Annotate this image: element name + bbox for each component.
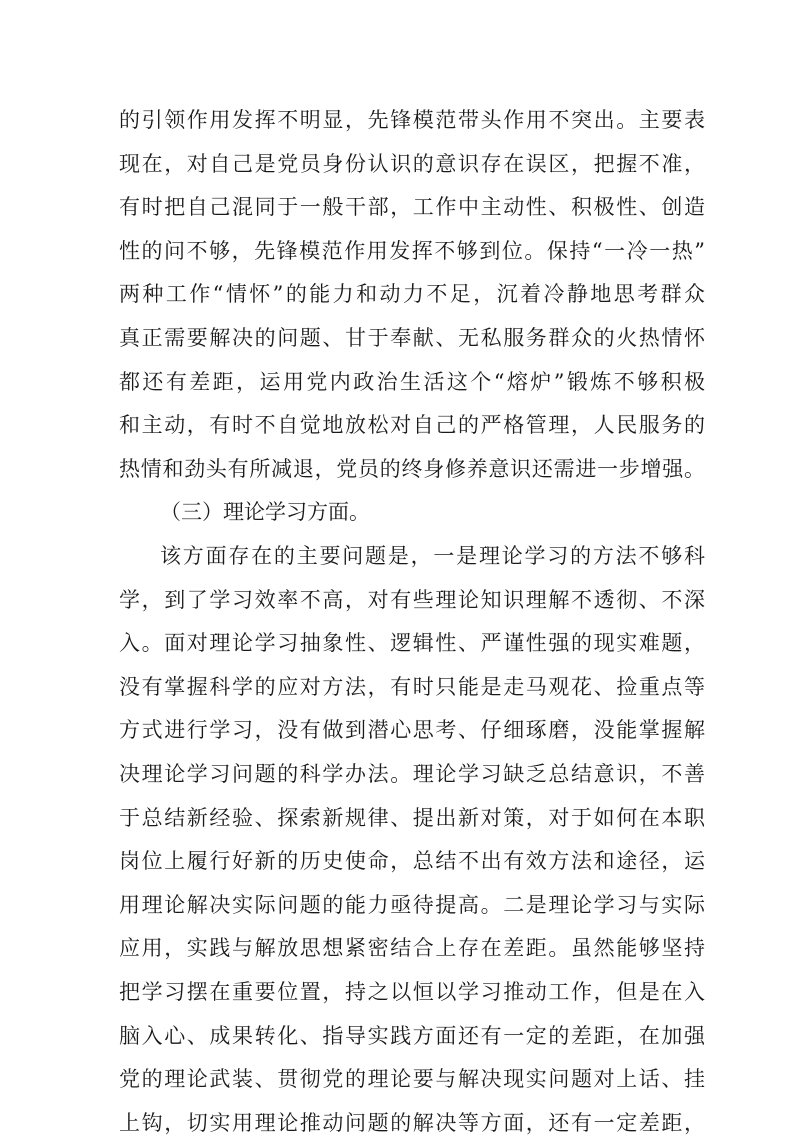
paragraph-line: 该方面存在的主要问题是，一是理论学习的方法不够科 — [160, 544, 705, 568]
paragraph-line: 和主动，有时不自觉地放松对自己的严格管理，人民服务的 — [119, 413, 705, 438]
paragraph-line: 有时把自己混同于一般干部，工作中主动性、积极性、创造 — [119, 195, 705, 220]
paragraph-line: 性的问不够，先锋模范作用发挥不够到位。保持“一冷一热” — [119, 238, 705, 263]
paragraph-line: 真正需要解决的问题、甘于奉献、无私服务群众的火热情怀 — [119, 326, 705, 350]
paragraph-line: 岗位上履行好新的历史使命，总结不出有效方法和途径，运 — [119, 849, 705, 874]
paragraph-line: 应用，实践与解放思想紧密结合上存在差距。虽然能够坚持 — [119, 936, 705, 961]
paragraph-line: 于总结新经验、探索新规律、提出新对策，对于如何在本职 — [119, 805, 705, 830]
paragraph-line: 热情和劲头有所减退，党员的终身修养意识还需进一步增强。 — [119, 456, 705, 481]
paragraph-line: 脑入心、成果转化、指导实践方面还有一定的差距，在加强 — [119, 1023, 705, 1048]
paragraph-line: 方式进行学习，没有做到潜心思考、仔细琢磨，没能掌握解 — [119, 718, 705, 743]
paragraph-line: 都还有差距，运用党内政治生活这个“熔炉”锻炼不够积极 — [119, 369, 705, 394]
paragraph-line: 把学习摆在重要位置，持之以恒以学习推动工作，但是在入 — [119, 980, 705, 1004]
paragraph-line: 的引领作用发挥不明显，先锋模范带头作用不突出。主要表 — [119, 108, 705, 132]
paragraph-line: 上钩，切实用理论推动问题的解决等方面，还有一定差距， — [119, 1110, 705, 1135]
paragraph-line: 用理论解决实际问题的能力亟待提高。二是理论学习与实际 — [119, 892, 705, 917]
paragraph-line: 学，到了学习效率不高，对有些理论知识理解不透彻、不深 — [119, 587, 705, 612]
paragraph-line: 党的理论武装、贯彻党的理论要与解决现实问题对上话、挂 — [119, 1067, 705, 1092]
paragraph-line: 决理论学习问题的科学办法。理论学习缺乏总结意识，不善 — [119, 762, 705, 786]
paragraph-line: 没有掌握科学的应对方法，有时只能是走马观花、捡重点等 — [119, 674, 705, 699]
paragraph-line: 入。面对理论学习抽象性、逻辑性、严谨性强的现实难题， — [119, 631, 705, 656]
paragraph-line: 现在，对自己是党员身份认识的意识存在误区，把握不准， — [119, 151, 705, 176]
paragraph-line: 两种工作“情怀”的能力和动力不足，沉着冷静地思考群众 — [119, 282, 705, 307]
section-heading: （三）理论学习方面。 — [160, 500, 370, 525]
